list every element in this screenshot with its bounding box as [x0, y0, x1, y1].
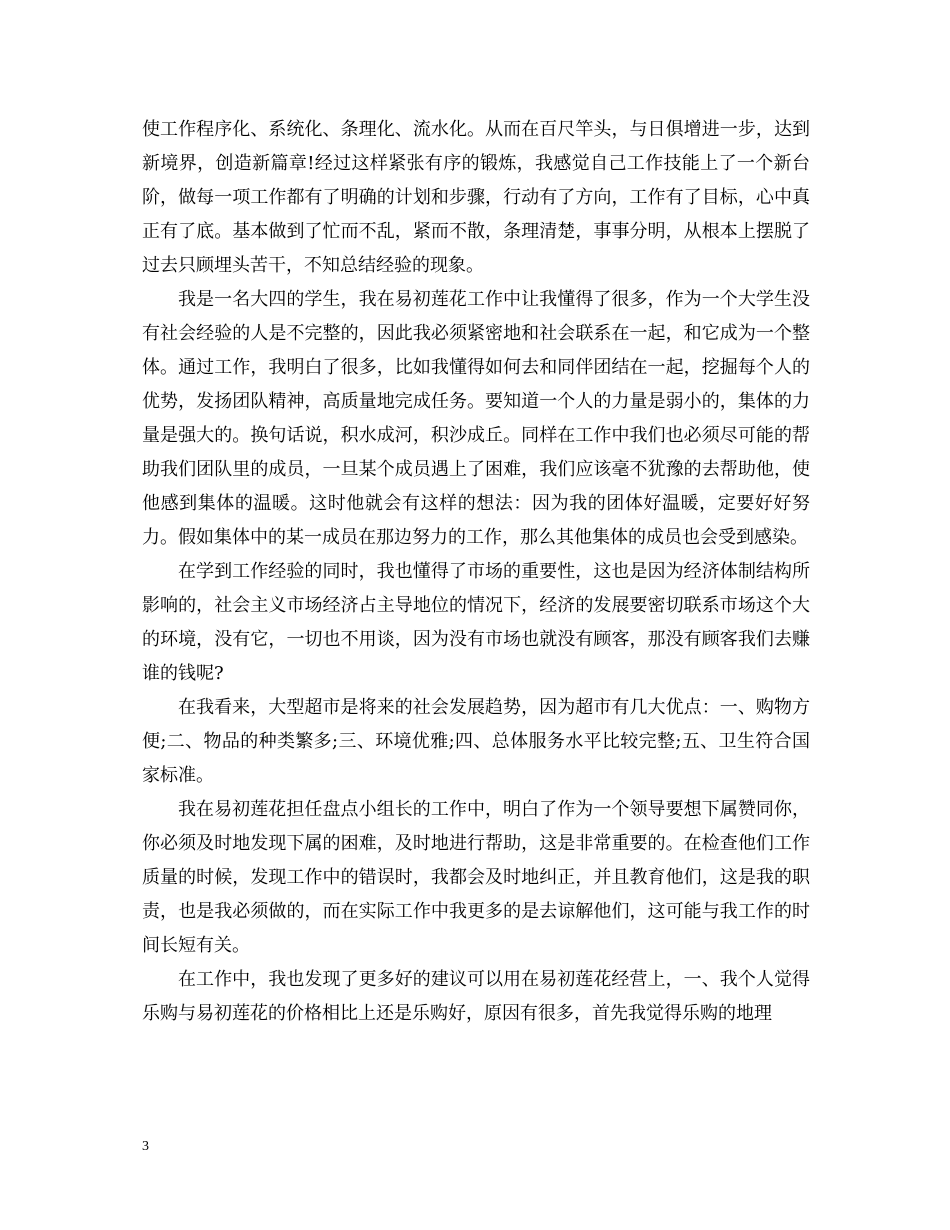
paragraph-1: 使工作程序化、系统化、条理化、流水化。从而在百尺竿头，与日俱增进一步，达到新境界，创造新篇章!经过这样紧张有序的锻炼，我感觉自己工作技能上了一个新台阶，做每一项工作都有了明确的计划和步骤，行动有了方向，工作有了目标，心中真正有了底。基本做到了忙而不乱，紧而不散，条理清楚，事事分明，从根本上摆脱了过去只顾埋头苦干，不知总结经验的现象。 [142, 119, 810, 276]
document-body [142, 113, 810, 1031]
paragraph-5: 我在易初莲花担任盘点小组长的工作中，明白了作为一个领导要想下属赞同你，你必须及时地发现下属的困难，及时地进行帮助，这是非常重要的。在检查他们工作质量的时候，发现工作中的错误时，我都会及时地纠正，并且教育他们，这是我的职责，也是我必须做的，而在实际工作中我更多的是去谅解他们，这可能与我工作的时间长短有关。 [142, 799, 810, 956]
paragraph-3: 在学到工作经验的同时，我也懂得了市场的重要性，这也是因为经济体制结构所影响的，社会主义市场经济占主导地位的情况下，经济的发展要密切联系市场这个大的环境，没有它，一切也不用谈，因为没有市场也就没有顾客，那没有顾客我们去赚谁的钱呢? [142, 561, 810, 684]
paragraph-2: 我是一名大四的学生，我在易初莲花工作中让我懂得了很多，作为一个大学生没有社会经验的人是不完整的，因此我必须紧密地和社会联系在一起，和它成为一个整体。通过工作，我明白了很多，比如我懂得如何去和同伴团结在一起，挖掘每个人的优势，发扬团队精神，高质量地完成任务。要知道一个人的力量是弱小的，集体的力量是强大的。换句话说，积水成河，积沙成丘。同样在工作中我们也必须尽可能的帮助我们团队里的成员，一旦某个成员遇上了困难，我们应该毫不犹豫的去帮助他，使他感到集体的温暖。这时他就会有这样的想法：因为我的团体好温暖，定要好好努力。假如集体中的某一成员在那边努力的工作，那么其他集体的成员也会受到感染。 [142, 289, 810, 548]
paragraph-4: 在我看来，大型超市是将来的社会发展趋势，因为超市有几大优点：一、购物方便;二、物品的种类繁多;三、环境优雅;四、总体服务水平比较完整;五、卫生符合国家标准。 [142, 697, 810, 786]
paragraph-6: 在工作中，我也发现了更多好的建议可以用在易初莲花经营上，一、我个人觉得乐购与易初莲花的价格相比上还是乐购好，原因有很多，首先我觉得乐购的地理 [142, 969, 810, 1024]
page-number: 3 [142, 1139, 149, 1154]
